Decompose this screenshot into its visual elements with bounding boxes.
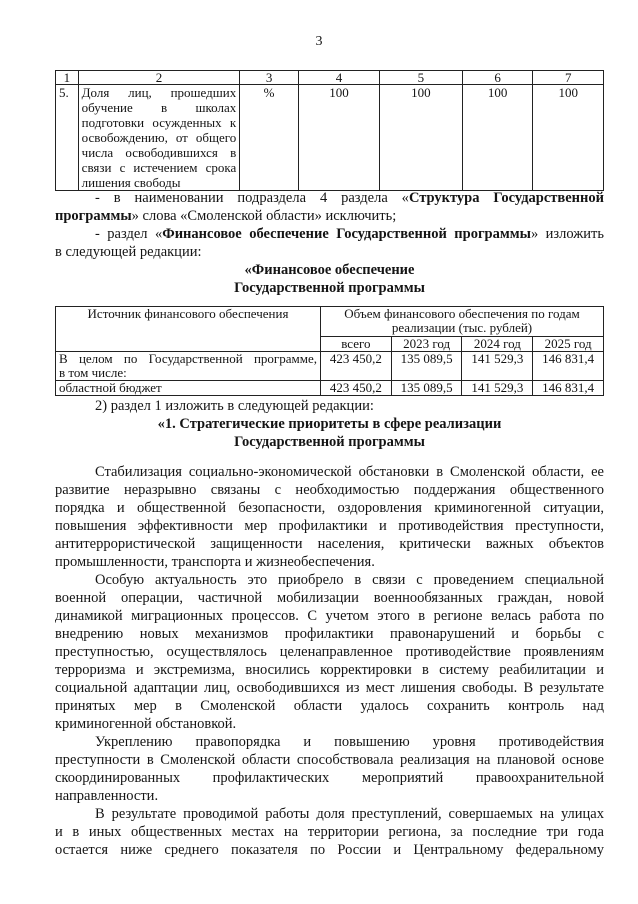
indicator-name: Доля лиц, прошедших обучение в школах подготовки осужденных к освобождению, от общего числа освободившихся в связи с истечением срока лишения свободы — [78, 85, 240, 191]
row-number: 5. — [56, 85, 79, 191]
col-header: 2025 год — [533, 336, 604, 351]
value-cell: 100 — [298, 85, 379, 191]
amendment-text: - в наименовании подраздела 4 раздела «Структура Государственной — [95, 190, 604, 206]
table-header-row — [56, 307, 604, 337]
paragraph-line: динамикой миграционных процессов. С учетом этого в регионе велась работа по — [55, 608, 604, 624]
paragraph-line: повышения эффективности мер профилактики и противодействия преступности, — [55, 518, 604, 534]
paragraph-line: Особую актуальность это приобрело в связи с проведением специальной — [95, 572, 604, 588]
paragraph-line: Стабилизация социально-экономической обстановки в Смоленской области, ее — [95, 464, 604, 480]
volume-header: Объем финансового обеспечения по годам реализации (тыс. рублей) — [321, 307, 604, 337]
value-cell: 100 — [462, 85, 533, 191]
page-number: 3 — [315, 34, 323, 49]
paragraph-line: преступности в Смоленской области способствовала реализация на плановой основе — [55, 752, 604, 768]
value-cell: 146 831,4 — [533, 381, 604, 396]
table-row — [56, 381, 604, 396]
paragraph-line: порядка и общественной безопасности, оздоровления криминогенной ситуации, — [55, 500, 604, 516]
indicator-table — [55, 70, 604, 191]
col-header: всего — [321, 336, 392, 351]
col-header: 2023 год — [391, 336, 462, 351]
row-label: областной бюджет — [56, 381, 321, 396]
value-cell: 135 089,5 — [391, 352, 462, 381]
section-heading: Государственной программы — [234, 280, 425, 296]
amendment-text: программы» слова «Смоленской области» исключить; — [55, 208, 397, 224]
value-cell: 100 — [533, 85, 604, 191]
amendment-text: 2) раздел 1 изложить в следующей редакции: — [95, 398, 374, 414]
paragraph-line: криминогенной обстановкой. — [55, 716, 237, 732]
section-heading: «1. Стратегические приоритеты в сфере реализации — [157, 416, 502, 432]
value-cell: 423 450,2 — [321, 352, 392, 381]
section-heading: Государственной программы — [234, 434, 425, 450]
amendment-text: в следующей редакции: — [55, 244, 202, 260]
amendment-text: - раздел «Финансовое обеспечение Государственной программы» изложить — [95, 226, 605, 242]
paragraph-line: социальной адаптации лиц, освободившихся из мест лишения свободы. В результате — [55, 680, 604, 696]
row-label: В целом по Государственной программе, в том числе: — [56, 352, 321, 381]
paragraph-line: промышленности, транспорта и жизнеобеспечения. — [55, 554, 375, 570]
value-cell: 135 089,5 — [391, 381, 462, 396]
value-cell: 423 450,2 — [321, 381, 392, 396]
paragraph-line: В результате проводимой работы доля преступлений, совершаемых на улицах — [95, 806, 604, 822]
paragraph-line: преступностью, осуществлялось целенаправленное противодействие проявлениям — [55, 644, 604, 660]
table-row — [56, 85, 604, 191]
table-row — [56, 352, 604, 381]
table-header-row — [56, 71, 604, 85]
paragraph-line: остается ниже среднего показателя по России и Центральному федеральному — [55, 842, 604, 858]
value-cell: 141 529,3 — [462, 381, 533, 396]
col-header: 2 — [78, 71, 240, 85]
col-header: 2024 год — [462, 336, 533, 351]
value-cell: 100 — [379, 85, 462, 191]
col-header: 4 — [298, 71, 379, 85]
paragraph-line: принятых мер в Смоленской области удалось сохранить контроль над — [55, 698, 604, 714]
paragraph-line: внедрению новых механизмов профилактики правонарушений и борьбы с — [55, 626, 604, 642]
paragraph-line: Укреплению правопорядка и повышению уровня противодействия — [95, 734, 604, 750]
unit-cell: % — [240, 85, 299, 191]
paragraph-line: военной операции, частичной мобилизации военнообязанных граждан, новой — [55, 590, 604, 606]
paragraph-line: развитие неразрывно связаны с необходимостью поддержания общественного — [55, 482, 604, 498]
paragraph-line: и в иных общественных местах на территории региона, за последние три года — [55, 824, 604, 840]
col-header: 3 — [240, 71, 299, 85]
col-header: 7 — [533, 71, 604, 85]
financing-table — [55, 306, 604, 396]
section-heading: «Финансовое обеспечение — [244, 262, 415, 278]
col-header: 6 — [462, 71, 533, 85]
paragraph-line: терроризма и экстремизма, вносились корректировки в систему реабилитации и — [55, 662, 604, 678]
col-header: 5 — [379, 71, 462, 85]
value-cell: 141 529,3 — [462, 352, 533, 381]
paragraph-line: скоординированных профилактических мероприятий правоохранительной — [55, 770, 604, 786]
col-header: 1 — [56, 71, 79, 85]
value-cell: 146 831,4 — [533, 352, 604, 381]
paragraph-line: направленности. — [55, 788, 159, 804]
source-header: Источник финансового обеспечения — [56, 307, 321, 352]
paragraph-line: антитеррористической защищенности населения, критически важных объектов — [55, 536, 604, 552]
